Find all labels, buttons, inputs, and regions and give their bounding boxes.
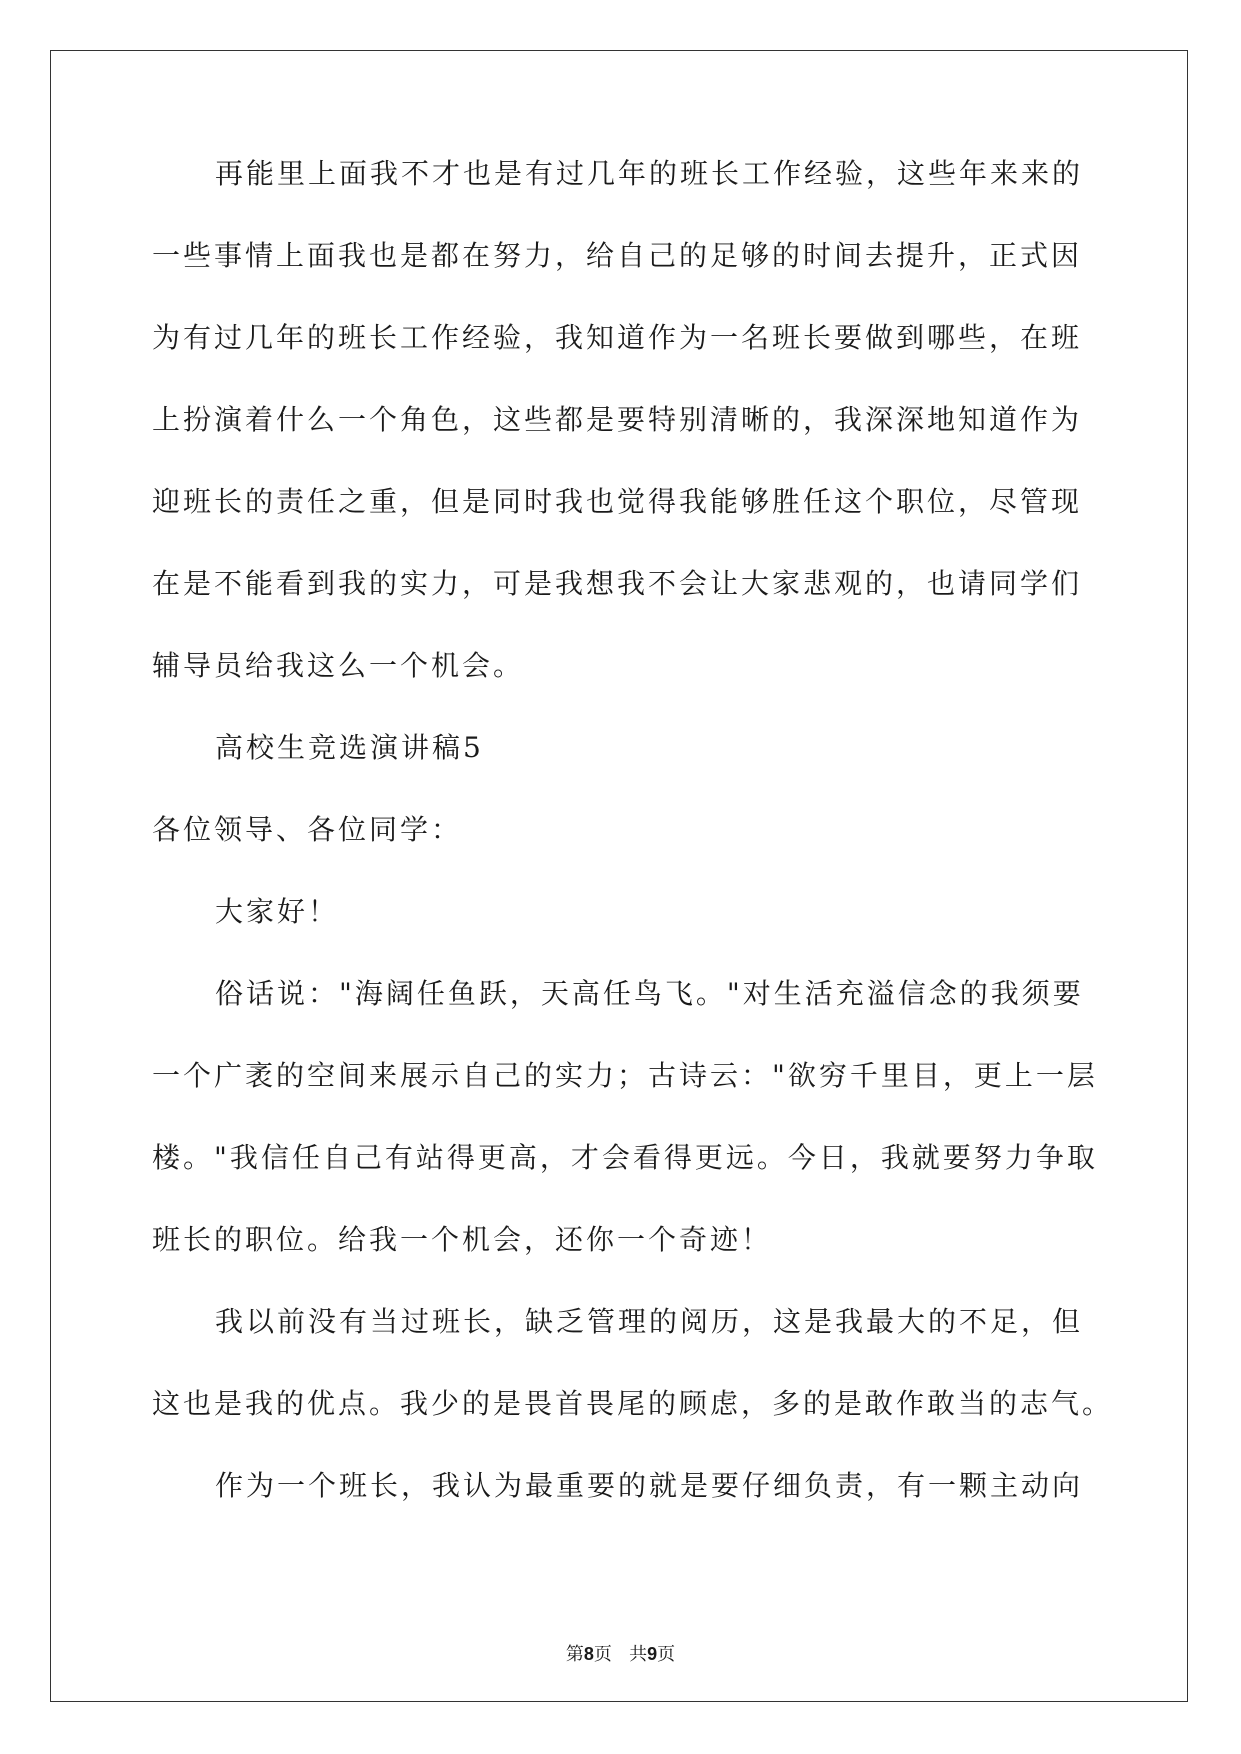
body-line-4: 上扮演着什么一个角色，这些都是要特别清晰的，我深深地知道作为 [152,403,1083,436]
page-current: 8 [583,1644,594,1664]
document-body [152,157,1114,1554]
body-line-5: 迎班长的责任之重，但是同时我也觉得我能够胜任这个职位，尽管现 [152,485,1083,518]
total-unit: 页 [657,1644,676,1665]
body-line-11: 俗话说："海阔任鱼跃，天高任鸟飞。"对生活充溢信念的我须要 [215,977,1084,1010]
page-prefix: 第 [565,1644,584,1665]
body-line-3: 为有过几年的班长工作经验，我知道作为一名班长要做到哪些，在班 [152,321,1083,354]
body-line-17: 作为一个班长，我认为最重要的就是要仔细负责，有一颗主动向 [215,1469,1084,1502]
body-line-15: 我以前没有当过班长，缺乏管理的阅历，这是我最大的不足，但 [215,1305,1084,1338]
page-unit: 页 [593,1644,612,1665]
salutation: 各位领导、各位同学： [152,813,463,846]
body-line-14: 班长的职位。给我一个机会，还你一个奇迹！ [152,1223,773,1256]
page-footer [0,1644,1241,1665]
body-line-2: 一些事情上面我也是都在努力，给自己的足够的时间去提升，正式因 [152,239,1083,272]
total-prefix: 共 [629,1644,648,1665]
body-line-1: 再能里上面我不才也是有过几年的班长工作经验，这些年来来的 [215,157,1084,190]
body-line-6: 在是不能看到我的实力，可是我想我不会让大家悲观的，也请同学们 [152,567,1083,600]
body-line-12: 一个广袤的空间来展示自己的实力；古诗云："欲穷千里目，更上一层 [152,1059,1098,1092]
section-heading: 高校生竞选演讲稿5 [215,731,484,764]
body-line-16: 这也是我的优点。我少的是畏首畏尾的顾虑，多的是敢作敢当的志气。 [152,1387,1114,1420]
page-total: 9 [647,1644,658,1664]
greeting: 大家好！ [215,895,340,928]
body-line-7: 辅导员给我这么一个机会。 [152,649,525,682]
body-line-13: 楼。"我信任自己有站得更高，才会看得更远。今日，我就要努力争取 [152,1141,1098,1174]
